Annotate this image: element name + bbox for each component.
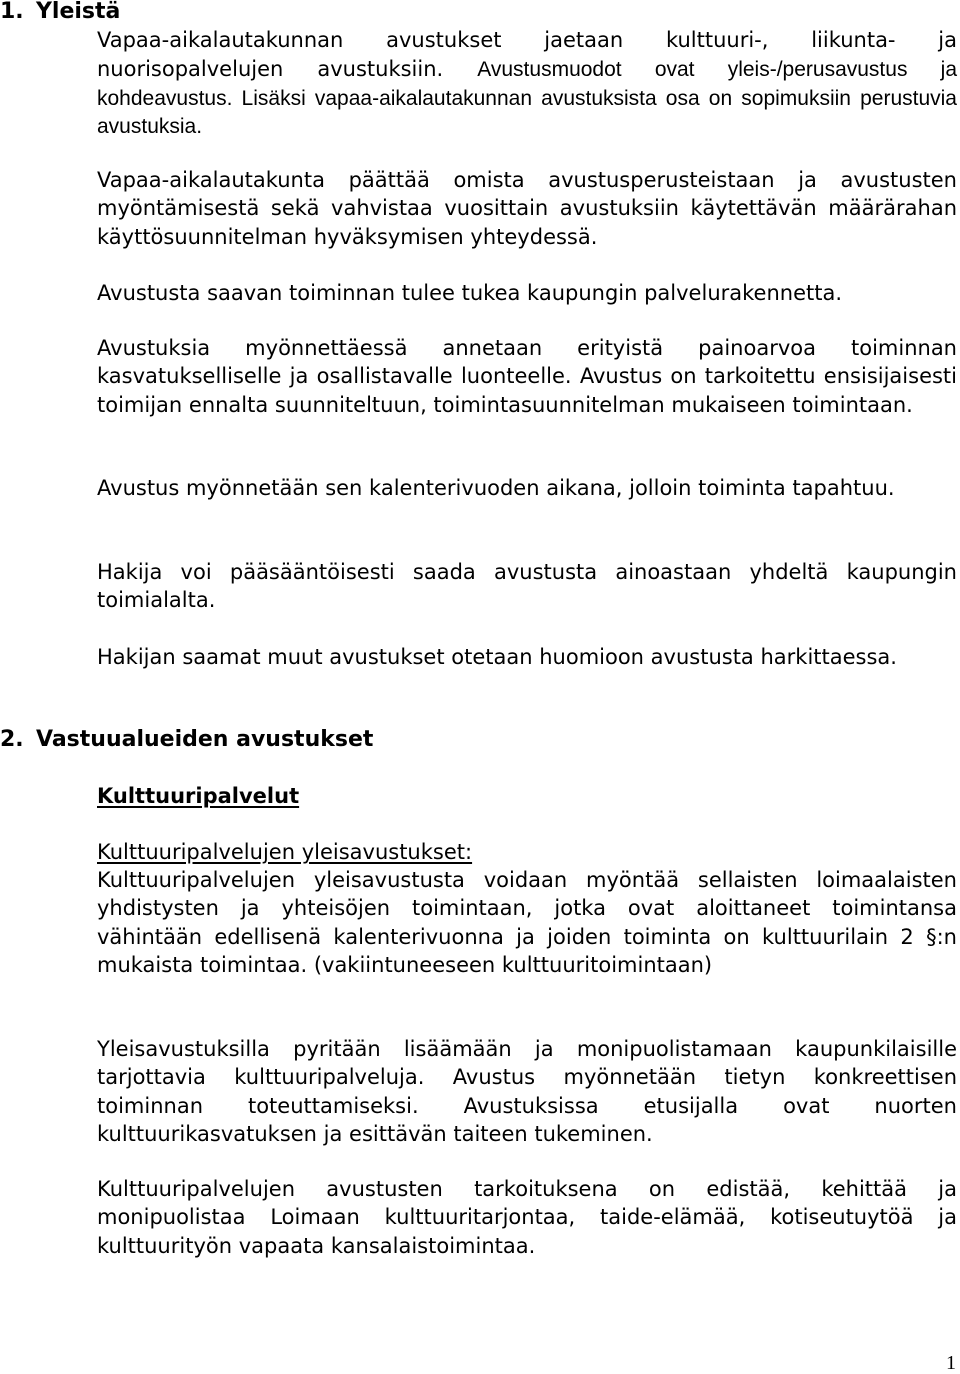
page-number: 1 (946, 1352, 956, 1374)
section-2-title: Vastuualueiden avustukset (36, 727, 374, 752)
paragraph-service-structure: Avustusta saavan toiminnan tulee tukea kaupungin palvelurakennetta. (97, 281, 843, 305)
section-2-heading (0, 726, 373, 754)
paragraph-single-sector: Hakija voi pääsääntöisesti saada avustusta ainoastaan yhdeltä kaupungin toimialalta. (97, 560, 957, 613)
paragraph-other-grants: Hakijan saamat muut avustukset otetaan huomioon avustusta harkittaessa. (97, 645, 897, 669)
paragraph-decision: Vapaa-aikalautakunta päättää omista avustusperusteistaan ja avustusten myöntämisestä sekä vahvistaa vuosittain avustuksiin käytettävän määrärahan käyttösuunnitelman hyväksymisen yhteydessä. (97, 168, 957, 249)
section-2-number: 2. (0, 727, 24, 752)
general-grants-heading: Kulttuuripalvelujen yleisavustukset: (97, 840, 473, 864)
intro-paragraph-part2: Avustusmuodot ovat yleis-/perusavustus ja kohdeavustus. Lisäksi vapaa-aikalautakunnan avustuksista osa on sopimuksiin perustuvia avustuksia. (97, 58, 957, 138)
paragraph-general-grants-aims: Yleisavustuksilla pyritään lisäämään ja monipuolistamaan kaupunkilaisille tarjottavia kulttuuripalveluja. Avustus myönnetään tietyn konkreettisen toiminnan toteuttamiseksi. Avustuksissa etusijalla ovat nuorten kulttuurikasvatuksen ja esittävän taiteen tukeminen. (97, 1037, 957, 1146)
paragraph-priorities: Avustuksia myönnettäessä annetaan erityistä painoarvoa toiminnan kasvatukselliselle ja osallistavalle luonteelle. Avustus on tarkoitettu ensisijaisesti toimijan ennalta suunniteltuun, toimintasuunnitelman mukaiseen toimintaan. (97, 336, 957, 417)
culture-services-heading: Kulttuuripalvelut (97, 784, 300, 808)
paragraph-calendar-year: Avustus myönnetään sen kalenterivuoden aikana, jolloin toiminta tapahtuu. (97, 476, 895, 500)
intro-paragraph (97, 26, 957, 141)
paragraph-general-grants: Kulttuuripalvelujen yleisavustusta voidaan myöntää sellaisten loimaalaisten yhdistysten ja yhteisöjen toimintaan, jotka ovat aloittaneet toimintansa vähintään edellisenä kalenterivuonna ja joiden toiminta on kulttuurilain 2 §:n mukaista toimintaa. (vakiintuneeseen kulttuuritoimintaan) (97, 868, 957, 977)
section-1-heading (0, 0, 120, 26)
section-1-title: Yleistä (36, 0, 121, 24)
intro-paragraph-part1: Vapaa-aikalautakunnan avustukset jaetaan kulttuuri-, liikunta- ja nuorisopalvelujen avustuksiin. (97, 28, 957, 82)
section-1-number: 1. (0, 0, 24, 24)
paragraph-grants-purpose: Kulttuuripalvelujen avustusten tarkoituksena on edistää, kehittää ja monipuolistaa Loimaan kulttuuritarjontaa, taide-elämää, kotiseutuytöä ja kulttuurityön vapaata kansalaistoimintaa. (97, 1177, 957, 1258)
